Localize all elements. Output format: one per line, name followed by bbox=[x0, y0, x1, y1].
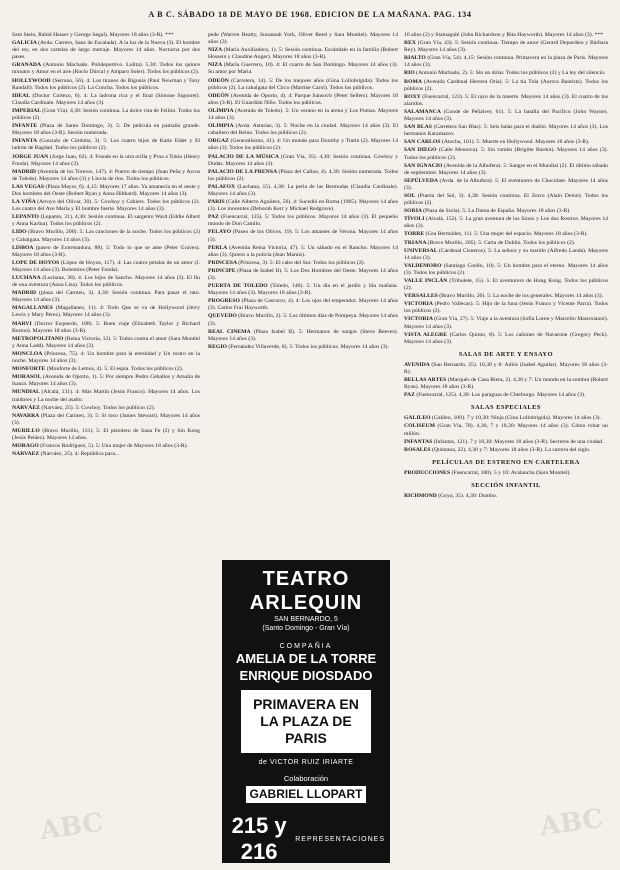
ad-performance-label: REPRESENTACIONES bbox=[295, 835, 385, 843]
venue-name: SALAMANCA bbox=[404, 108, 444, 115]
venue-name: ODEÓN bbox=[208, 92, 231, 99]
venue-name: PAZ bbox=[404, 392, 417, 399]
listing-text: (Carretera, 14). 5: De los mejores años (Gina Lollobrigida). Todos los públicos (2). La cabalgata del Circo (Martine Carol). Todos los públicos. bbox=[208, 77, 398, 91]
listing-text: (Goya, 35). 4,30: Dumbo. bbox=[438, 492, 498, 499]
section-title: PELÍCULAS DE ESTRENO EN CARTELERA bbox=[432, 458, 580, 466]
listing-text: (Bravo Murillo, 205). 5: Carta de Dublín. Todos los públicos (2). bbox=[427, 239, 576, 246]
listing-text: (Fernández Villaverde, 8). 5: Todos los públicos. Mayores 14 años (3). bbox=[228, 343, 389, 350]
listing-text: (Carlos Quinto, 8). 5: Los cañones de Navarone (Gregory Peck). Mayores 14 años (3). bbox=[404, 331, 608, 345]
listing-entry bbox=[404, 94, 608, 108]
venue-name: UNIVERSAL bbox=[404, 247, 439, 254]
venue-name: ROXY bbox=[404, 93, 423, 100]
listing-text: (Fuencarral, 100). 5 y 10: Avalancha (Sara Montiel). bbox=[451, 469, 571, 476]
venue-name: SOL bbox=[404, 192, 418, 199]
venue-name: VALDEMORO bbox=[404, 262, 444, 269]
listing-entry bbox=[12, 405, 200, 412]
venue-name: PRODUCCIONES bbox=[404, 469, 452, 476]
listing-text: (Pedro Vallecas). 5: Hijo de la luna (Jesús Franco y Vicente Parra). Todos los públicos (2). bbox=[404, 301, 608, 315]
venue-name: NARVÁEZ bbox=[12, 404, 42, 411]
listing-text: (Tribulete, 15). 5: El aventurero de Hong Kong. Todos los públicos (2). bbox=[404, 278, 608, 292]
listing-text: (Bravo Murillo, 26). 5: La noche de los generales. Mayores 14 años (3). bbox=[439, 293, 603, 300]
listing-entry bbox=[404, 301, 608, 315]
venue-name: SAN IGNACIO bbox=[404, 162, 444, 169]
venue-name: LA VIÑA bbox=[12, 199, 38, 206]
venue-name: RICHMOND bbox=[404, 492, 439, 499]
venue-name: RIO bbox=[404, 70, 417, 77]
listing-text: (Doctor Esquerdo, 188). 5: Buen viaje (Elizabeth Taylor y Richard Burton). Mayores 18 años (3-R). bbox=[12, 320, 200, 334]
venue-name: INFANTA bbox=[12, 138, 40, 145]
listing-text: (Generalísimo, 41). 4: Un mundo para Dorothy y Tintín (2). Mayores 14 años (3). Todos los públicos (2). bbox=[208, 138, 398, 152]
listing-entry bbox=[404, 278, 608, 292]
ad-play-title: PRIMAVERA EN LA PLAZA DE PARIS bbox=[241, 690, 371, 753]
venue-name: LISBOA bbox=[12, 244, 36, 251]
listing-text: (plaza del Carmen, 3). 4,30: Sesión continua. Para pasar el rato. Mayores 14 años (3). bbox=[12, 290, 200, 304]
listing-entry bbox=[208, 329, 398, 343]
listing-entry bbox=[404, 293, 608, 300]
listing-entry bbox=[12, 93, 200, 107]
listing-text: (Magallanes, 11). 4: Todo Que se va de Hollywood (Jerry Lewis y Mary Pérez). Mayores 14 años (3). bbox=[12, 305, 200, 319]
venue-name: NAVARRA bbox=[12, 412, 41, 419]
listing-entry bbox=[208, 32, 398, 46]
listing-entry bbox=[208, 138, 398, 152]
venue-name: MADRID bbox=[12, 168, 38, 175]
venue-name: ODEÓN bbox=[208, 77, 232, 84]
venue-name: JORGE JUAN bbox=[12, 153, 50, 160]
listing-text: (Gran Vía, 43). 5: Sesión continua. Tiempo de amor (Gerard Depardieu y Bárbara Rey). Mayores 14 años (3). bbox=[404, 40, 608, 54]
listing-entry bbox=[404, 415, 608, 422]
listing-text: (Puerta del Sol, 3). 4,30: Sesión continua. El Zorro (Alain Delon). Todos los públicos (2). bbox=[404, 192, 608, 207]
listing-text: (Monforte de Lemos, 4). 5: El espía. Todos los públicos (2). bbox=[46, 366, 184, 373]
ad-star-2: ENRIQUE DIOSDADO bbox=[239, 668, 373, 683]
venue-name: LOPE DE HOYOS bbox=[12, 259, 62, 266]
listing-entry bbox=[404, 193, 608, 207]
listing-text: (Avenida de Oporto, 4). 4: Parque Sansuvir (Peter Sellers). Mayores 18 años (3-R). El Guardián Niño. Todos los públicos. bbox=[208, 92, 398, 106]
listing-entry bbox=[404, 231, 608, 238]
listing-text: (Narváez, 25). 4: República para... bbox=[40, 451, 120, 458]
listing-text: (Avenida de la Albufera). 5: Sangre en el Mundial (2). El último sábado de septiembre. Mayores 14 años (3). bbox=[404, 162, 608, 176]
listing-entry bbox=[404, 332, 608, 346]
section-title: SECCIÓN INFANTIL bbox=[471, 481, 541, 489]
venue-name: RIALTO bbox=[404, 55, 428, 62]
ad-performance-number: 215 y 216 bbox=[231, 813, 287, 864]
listing-entry bbox=[208, 313, 398, 327]
listing-text: (Toledo, 140). 5: Un día en el jardín y Sin mañana. Mayores 14 años (3). Mayores 18 años (3-R). bbox=[208, 283, 398, 297]
listings-column-3 bbox=[404, 32, 608, 856]
listing-text: (Avenida de Toledo). 5: Un verano en la arena y Los Pumas. Mayores 14 años (3). bbox=[208, 107, 398, 122]
listing-entry bbox=[404, 208, 608, 215]
listing-text: (Plaza del Carmen, 3). 5: Si toco (James Stewart). Mayores 14 años (3). bbox=[12, 412, 200, 426]
listing-text: (Avenida de los Toreros, 147). 4: Puerto de tiempo (Juan Peña y Arcos de Toledo). Mayores 14 años (3) y Lluvia de ríos. Todos los públicos. bbox=[12, 168, 200, 182]
listing-entry bbox=[12, 305, 200, 319]
venue-name: GRANADA bbox=[12, 62, 44, 69]
venue-name: MORASOL bbox=[12, 374, 43, 381]
listing-text: (Plaza de Isabel II). 5: Los Dos Hombres del Oeste. Mayores 14 años (3). bbox=[208, 267, 398, 281]
listing-entry bbox=[208, 184, 398, 198]
venue-name: MONCLOA bbox=[12, 350, 45, 357]
listing-text: (Plaza Isabel II). 5: Hermanos de sangre (Steve Reeves). Mayores 14 años (3). bbox=[208, 328, 398, 342]
listing-text: (Bravo Murillo, 131). 5: El pistolero de Sana Fe (2) y Sin Kong (Jesús Peláez). Mayores 14 años. bbox=[12, 427, 200, 441]
listing-text: (Lepanto, 31). 4,30: Sesión continua. El sargento Ward (Eddie Albert y Anna Karina). Todos los públicos (2). bbox=[12, 214, 200, 228]
listing-text: (Fuencarral, 125). 5: Todos los públicos. Mayores 14 años (3). El pequeño mundo de Don Camilo. bbox=[208, 214, 398, 228]
listing-text: (Plaza de Santo Domingo, 3). 5: De película en pantalla grande. Mayores 18 años (3-R). Sesión numerada. bbox=[12, 123, 200, 137]
listing-text: (Arroyo del Olivar, 30). 5: Cowboy y Cahiers. Todos los públicos (2). Los cuatro del Ave María y El hombre fuerte. Mayores 14 años (3). bbox=[12, 199, 200, 213]
listing-entry bbox=[404, 79, 608, 93]
ad-star-1: AMELIA DE LA TORRE bbox=[235, 651, 377, 666]
venue-name: VERSALLES bbox=[404, 293, 440, 300]
listing-text: (Antonio Machado, 2). 5: Sin un dólar. Todos los públicos (2) y La ley del silencio. bbox=[416, 70, 606, 77]
listing-entry bbox=[404, 423, 608, 437]
venue-name: PAZ bbox=[208, 214, 222, 221]
listing-entry bbox=[12, 443, 200, 450]
venue-name: PALACIO DE LA MÚSICA bbox=[208, 153, 281, 160]
listing-entry bbox=[404, 263, 608, 277]
venue-name: TRIANA bbox=[404, 239, 428, 246]
listing-text: (Gran Vía). 4,30: Sesión continua. La dolce vita de Fellini. Todos los públicos (2). bbox=[12, 107, 200, 122]
listing-entry bbox=[208, 214, 398, 228]
listing-text: (Avda. Carrero, Sanz de Escalada). A la luz de la Nueva (3). El hombre del rey, en dos cartelas de largo metraje. Mayores 14 años. Nocturna por dos pases. bbox=[12, 40, 200, 61]
venue-name: MUNDIAL bbox=[12, 389, 42, 396]
venue-name: MADRID bbox=[12, 290, 40, 297]
venue-name: COLISEUM bbox=[404, 423, 438, 430]
listing-entry bbox=[12, 32, 200, 39]
venue-name: REGIO bbox=[208, 343, 229, 350]
listing-entry bbox=[12, 154, 200, 168]
listing-entry bbox=[12, 374, 200, 388]
listing-text: (Princesa, 75). 4: Un hombre para la eternidad y Un rostro en la noche. Mayores 14 años (3). bbox=[12, 350, 200, 365]
listing-entry bbox=[12, 245, 200, 259]
listing-text: (Avenida Cardenal Herrera Oria). 5: La tía Tula (Aurora Bautista). Todos los públicos (2). bbox=[404, 78, 608, 92]
theatre-advertisement bbox=[222, 560, 390, 863]
listing-entry bbox=[12, 169, 200, 183]
listing-text: (Gonzalo de Córdoba, 3). 5: Los cuatro hijos de Katie Elder y El ladrón de Bagdad. Todos los públicos (2). bbox=[12, 138, 200, 152]
listing-entry bbox=[12, 413, 200, 427]
venue-name: LAS VEGAS bbox=[12, 183, 46, 190]
listing-entry bbox=[12, 78, 200, 92]
listing-entry bbox=[208, 62, 398, 76]
listing-text: pede (Warren Beatty, Susannah York, Oliver Reed y Sara Montiel). Mayores 14 años (3). bbox=[208, 32, 398, 46]
listing-text: (Reina Victoria, 12). 5: Todos contra el amor (Sara Montiel y Anna Ladd). Mayores 14 años (3). bbox=[12, 335, 200, 349]
listing-entry bbox=[404, 178, 608, 192]
listing-text: (Luchana, 38). 4: Los hijos de Sancho. Mayores 14 años (3). El fin de una aventura (Anna Lisa). Todos los públicos. bbox=[12, 275, 200, 289]
venue-name: TÍVOLI bbox=[404, 216, 427, 223]
venue-name: SAN DIEGO bbox=[404, 147, 439, 154]
listing-text: (paseo de Extremadura, 88). 5: Todo lo que se ame (Peter Graves). Mayores 18 años (3-R). bbox=[12, 244, 200, 258]
listing-entry bbox=[404, 377, 608, 391]
listing-text: 10 años (2) y Stamagulé (John Richardson y Rita Hayworth). Mayores 14 años (3). *** bbox=[404, 32, 604, 38]
venue-name: LEPANTO bbox=[12, 214, 41, 221]
venue-name: VISTA ALEGRE bbox=[404, 331, 450, 338]
venue-name: ROMA bbox=[404, 78, 425, 85]
venue-name: PELAYO bbox=[208, 229, 233, 236]
venue-name: IMPERIAL bbox=[12, 107, 43, 114]
venue-name: PARIS bbox=[208, 199, 227, 206]
listing-text: (Fuencarral, 125). 4,30: Los paraguas de Cherburgo. Mayores 14 años (3). bbox=[416, 392, 586, 399]
listing-text: (Avenida Reina Victoria, 47). 5: Un sábado en el Rancho. Mayores 14 años (3). Quiero a la policía (Jean Marais). bbox=[208, 244, 398, 258]
listing-entry bbox=[404, 392, 608, 399]
listing-text: (Antonio Machado. Polideportivo. Lolita). 5,30: Todos los quince minutos y Amor en el aire (Rocío Dúrcal y Amparo Soler). Todos los públicos (2). bbox=[12, 62, 200, 76]
listing-text: (Avda. de la Albufera). 5: El aventurero de Chocolate. Mayores 14 años (3). bbox=[404, 177, 608, 191]
page-header: A B C. SÁBADO 18 DE MAYO DE 1968. EDICION DE LA MAÑANA. PAG. 134 bbox=[148, 10, 472, 19]
watermark-left: ABC bbox=[38, 807, 106, 847]
listing-entry bbox=[12, 428, 200, 442]
listing-entry bbox=[12, 214, 200, 228]
listing-text: (Carretera San Blas). 5: Seis balas para el diablo. Mayores 14 años (3). Los hermanos Karamazov. bbox=[404, 124, 608, 138]
venue-name: PALACIO DE LA PRENSA bbox=[208, 168, 279, 175]
listing-entry bbox=[404, 139, 608, 146]
listing-text: (Serrano, 56). 4: Los tiranos de Bigonia (Paul Newman y Tony Randall). Todos los públicos (2). La Concha. Todos los públicos. bbox=[12, 77, 200, 91]
venue-name: SORIA bbox=[404, 208, 424, 215]
listing-text: (Avenida de Oporto, 1). 5: Por siempre Pedro Ceballos y Amalia de Isaura. Mayores 14 años (3). bbox=[12, 374, 200, 388]
listing-text: (Jorge Juan, 62). 4: Fraude en la otra orilla y Proa a Tokio (Henry Fonda). Mayores 14 años (3). bbox=[12, 153, 200, 167]
listing-entry bbox=[404, 470, 608, 477]
listing-entry bbox=[404, 493, 608, 500]
listing-text: (Princesa, 3). 5: El cabo del Sur. Todos los públicos (2). bbox=[238, 259, 366, 266]
venue-name: ORGAZ bbox=[208, 138, 231, 145]
listing-entry bbox=[404, 248, 608, 262]
listing-entry bbox=[12, 108, 200, 122]
venue-name: IDEAL bbox=[12, 92, 33, 99]
listing-entry bbox=[12, 366, 200, 373]
listing-text: (Alcalá, 152). 5: La gran aventura de los Sioux y Los dos Rostros. Mayores 14 años (3). bbox=[404, 216, 608, 230]
listing-entry bbox=[208, 229, 398, 243]
venue-name: HOLLYWOOD bbox=[12, 77, 53, 84]
venue-name: INFANTAS bbox=[404, 438, 434, 445]
venue-name: NARVAEZ bbox=[12, 451, 41, 458]
venue-name: LIDO bbox=[12, 229, 29, 236]
listing-text: (María Auxiliadora, 1). 5: Sesión continua. Escándalo en la familia (Robert Hossein y Claudine Auger). Mayores 18 años (3-R). bbox=[208, 47, 398, 61]
listing-entry bbox=[12, 40, 200, 61]
venue-name: INFANTE bbox=[12, 123, 41, 130]
venue-name: SAN BLAS bbox=[404, 124, 434, 131]
listing-text: (Calle Menorca). 5: Sin rumbo (Brigitte Bardot). Mayores 14 años (3). Todos los públicos (2). bbox=[404, 147, 608, 161]
listing-entry bbox=[208, 298, 398, 312]
section-title: SALAS ESPECIALES bbox=[471, 404, 541, 412]
listing-entry bbox=[208, 123, 398, 137]
listing-entry bbox=[404, 55, 608, 69]
venue-name: MARVI bbox=[12, 320, 35, 327]
listing-text: (Calle Alberto Aguilera, 56). 4: Sucedió en Roma (1965). Mayores 14 años (3). Los inocentes (Deborah Kerr y Michael Redgrave). bbox=[208, 199, 398, 213]
listing-entry bbox=[404, 216, 608, 230]
listing-text: (Galileo, 100). 7 y 10,30: Ninja (Gina Lollobrigida). Mayores 14 años (3). bbox=[431, 415, 601, 422]
listing-text: (Cea Bermúdez, 11). 5: Una mujer del espacio. Mayores 18 años (3-R). bbox=[425, 231, 588, 238]
listing-text: (Plaza Mayor, 6). 4,15: Mayores 17 años. Ya amanecía en el oeste y Dos hombres del Oeste (Robert Ryan y Anna Hibbard). Mayores 14 años (3). bbox=[12, 183, 200, 197]
listing-entry bbox=[404, 70, 608, 77]
venue-name: ROSALES bbox=[404, 446, 432, 453]
listing-entry bbox=[404, 316, 608, 330]
venue-name: PRINCESA bbox=[208, 259, 239, 266]
venue-name: METROPOLITANO bbox=[12, 335, 65, 342]
listing-text: (Gran Vía, 35). 4,30: Sesión continua. Cowboy y Dudas. Mayores 14 años (3). bbox=[208, 153, 398, 167]
venue-name: PUERTA DE TOLEDO bbox=[208, 283, 271, 290]
venue-name: PRINCIPE bbox=[208, 267, 238, 274]
listing-entry bbox=[208, 268, 398, 282]
listing-text: (Infantas, 121). 7 y 10,30: Mayores 18 años (3-R). Secretos de una ciudad. bbox=[433, 438, 604, 445]
listing-entry bbox=[12, 184, 200, 198]
listing-entry bbox=[208, 154, 398, 168]
venue-name: OLIMPIA bbox=[208, 123, 236, 130]
listing-text: (Alcalá, 131). 4: Más Martín (Jesús Franco). Mayores 14 años. Los traidores y La noche del asalto. bbox=[12, 389, 200, 403]
ad-author: de VICTOR RUIZ IRIARTE bbox=[258, 759, 354, 766]
listing-text: (López de Hoyos, 117). 4: Las cuatro pétalas de un amor (J. Mayores 14 años (3). Bohemios (Peter Fonda). bbox=[12, 259, 200, 273]
listing-entry bbox=[208, 283, 398, 297]
venue-name: MORAGO bbox=[12, 443, 41, 450]
listing-text: (Quintana, 22). 4,30 y 7: Mayores 18 años (3-R). La carrera del siglo. bbox=[431, 446, 591, 453]
venue-name: MURILLO bbox=[12, 427, 43, 434]
listing-entry bbox=[12, 138, 200, 152]
listing-entry bbox=[12, 336, 200, 350]
venue-name: VICTORIA bbox=[404, 301, 435, 308]
listing-text: (Conde de Peñalver, 61). 5: La batalla del Pacífico (John Wayne). Mayores 14 años (3). bbox=[404, 108, 608, 123]
watermark-right: ABC bbox=[538, 803, 606, 843]
venue-name: PALAFOX bbox=[208, 183, 238, 190]
listing-text: (Narváez, 25). 5: Cowboy. Todos los públicos (2). bbox=[41, 404, 156, 411]
ad-theatre-name: TEATRO ARLEQUIN bbox=[249, 568, 363, 614]
listing-text: (Bravo Murillo, 200). 5: Las canciones de la noche. Todos los públicos (2) y Cabalgata. Mayores 14 años (3). bbox=[12, 229, 200, 243]
ad-company-label: COMPAÑIA bbox=[279, 643, 333, 650]
listing-entry bbox=[12, 275, 200, 289]
listing-entry bbox=[404, 147, 608, 161]
listing-entry bbox=[404, 109, 608, 123]
listing-text: (Marqués de Casa Riera, 2). 4,30 y 7: Un mundo en la sombra (Robert Ryan). Mayores 18 años (3-R). bbox=[404, 377, 608, 391]
listing-entry bbox=[12, 62, 200, 76]
listing-entry bbox=[404, 439, 608, 446]
listing-text: (Luchana, 15). 4,30: La perla de las Bermudas (Claudia Cardinale). Mayores 14 años (3). bbox=[208, 183, 398, 197]
listing-entry bbox=[12, 290, 200, 304]
listing-text: (Bravo Murillo, 2). 5: Los últimos días de Pompeya. Mayores 14 años (3). bbox=[208, 313, 398, 327]
venue-name: NIZA bbox=[208, 62, 224, 69]
ad-address-detail: (Santo Domingo - Gran Vía) bbox=[262, 625, 350, 632]
listing-text: (Doctor Cortezo, 6). 4: La ladrona rica y el final (Simone Signoret). Claudia Cardinale. Mayores 14 años (3). bbox=[12, 92, 200, 106]
listing-text: (Plaza de Soria). 5: La Dama de España. Mayores 18 años (3-R). bbox=[423, 208, 571, 215]
listing-text: (Fuencarral, 123). 5: El rayo de la muerte. Mayores 14 años (3). El cuarto de los alaridos. bbox=[404, 93, 608, 107]
venue-name: PERLA bbox=[208, 244, 230, 251]
listing-text: Sam Stein, Rahid Hasser y George Segal). Mayores 18 años (3-R). *** bbox=[12, 32, 174, 38]
ad-collab-name: GABRIEL LLOPART bbox=[246, 786, 366, 803]
listing-text: (Paseo de los Olivos, 19). 5: Los amantes de Verona. Mayores 14 años (3). bbox=[208, 229, 398, 243]
listing-entry bbox=[12, 451, 200, 458]
venue-name: NIZA bbox=[208, 47, 224, 54]
listings-column-1 bbox=[12, 32, 200, 856]
ad-collab-label: Colaboración bbox=[283, 774, 329, 783]
listing-entry bbox=[208, 78, 398, 92]
listing-entry bbox=[208, 260, 398, 267]
venue-name: MONFORTE bbox=[12, 366, 47, 373]
venue-name: AVENIDA bbox=[404, 361, 432, 368]
venue-name: GALILEO bbox=[404, 415, 432, 422]
listing-entry bbox=[208, 245, 398, 259]
listing-text: (Francos Rodríguez, 5). 5: Una mujer de Mayores 18 años (3-R). bbox=[40, 443, 188, 450]
listing-entry bbox=[404, 40, 608, 54]
listing-text: (Avda. Asturias, 3). 5: Noche en la ciudad. Mayores 14 años (3). El caballero del Reino. Todos los públicos (2). bbox=[208, 123, 398, 137]
venue-name: MAGALLANES bbox=[12, 305, 56, 312]
listing-entry bbox=[12, 389, 200, 403]
listing-entry bbox=[208, 108, 398, 122]
listing-entry bbox=[208, 344, 398, 351]
venue-name: OLIMPIA bbox=[208, 107, 236, 114]
listing-entry bbox=[404, 32, 608, 39]
listing-text: (Gran Vía, 27). 5: Viaje a la aventura (Sofía Loren y Marcello Mastroianni). Mayores 14 años (3). bbox=[404, 316, 608, 330]
listing-text: (Plaza de Cascorro, 4). 4: Los ojos del emperador. Mayores 14 años (3). Carlos Frai Hayworth. bbox=[208, 298, 398, 312]
listing-text: (María Guerrero, 10). 4: El cuarto de San Domingo. Mayores 14 años (3). Su amor por Maria. bbox=[208, 62, 398, 76]
listing-entry bbox=[208, 199, 398, 213]
listing-text: (Atocha, 101). 5: Muerte en Hollywood. Mayores 18 años (3-R). bbox=[441, 139, 590, 146]
listing-entry bbox=[12, 260, 200, 274]
listing-entry bbox=[404, 447, 608, 454]
listing-entry bbox=[12, 321, 200, 335]
venue-name: VALLE INCLÁN bbox=[404, 278, 450, 284]
venue-name: SEPÚLVEDA bbox=[404, 177, 440, 184]
section-title: SALAS DE ARTE Y ENSAYO bbox=[458, 350, 554, 358]
venue-name: QUEVEDO bbox=[208, 313, 239, 320]
listing-entry bbox=[12, 229, 200, 243]
listing-text: (Gran Vía, 54). 4,15: Sesión continua. Primavera en la plaza de París. Mayores 14 años (3). bbox=[404, 55, 608, 69]
venue-name: GALICIA bbox=[12, 40, 39, 47]
listing-entry bbox=[12, 351, 200, 365]
listing-text: (Gran Vía, 78). 4,30, 7 y 10,30: Mayores 14 años (3). Cómo robar un millón. bbox=[404, 423, 608, 437]
listing-entry bbox=[12, 199, 200, 213]
listing-entry bbox=[404, 124, 608, 138]
listing-entry bbox=[208, 169, 398, 183]
listing-entry bbox=[404, 240, 608, 247]
listing-text: (Plaza del Callao, 4). 4,30: Sesión numerada. Todos los públicos (2). bbox=[208, 168, 398, 182]
venue-name: PROGRESO bbox=[208, 298, 242, 305]
listing-text: (Cardenal Cisneros). 5: La señora y su marido (Alfredo Landa). Mayores 14 años (3). bbox=[404, 247, 608, 261]
venue-name: SAN CARLOS bbox=[404, 139, 442, 146]
venue-name: REAL CINEMA bbox=[208, 328, 254, 335]
listing-text: (San Bernardo, 25). 10,30 y 8: Adiós (Isabel Aguilar). Mayores 18 años (3-R). bbox=[404, 361, 608, 375]
ad-performances bbox=[227, 813, 385, 865]
venue-name: REX bbox=[404, 40, 418, 47]
listing-text: (Santiago Coello, 10). 5: Un hombre para el eterno. Mayores 14 años (3). Todos los públicos (2). bbox=[404, 262, 608, 276]
ad-address: SAN BERNARDO, 5 bbox=[274, 616, 338, 623]
listing-entry bbox=[404, 163, 608, 177]
venue-name: TORRE bbox=[404, 231, 426, 238]
venue-name: LUCHANA bbox=[12, 275, 43, 281]
venue-name: VICTORIA bbox=[404, 316, 435, 323]
venue-name: BELLAS ARTES bbox=[404, 377, 448, 384]
listing-entry bbox=[208, 93, 398, 107]
listing-entry bbox=[208, 47, 398, 61]
listing-entry bbox=[404, 362, 608, 376]
listing-entry bbox=[12, 123, 200, 137]
